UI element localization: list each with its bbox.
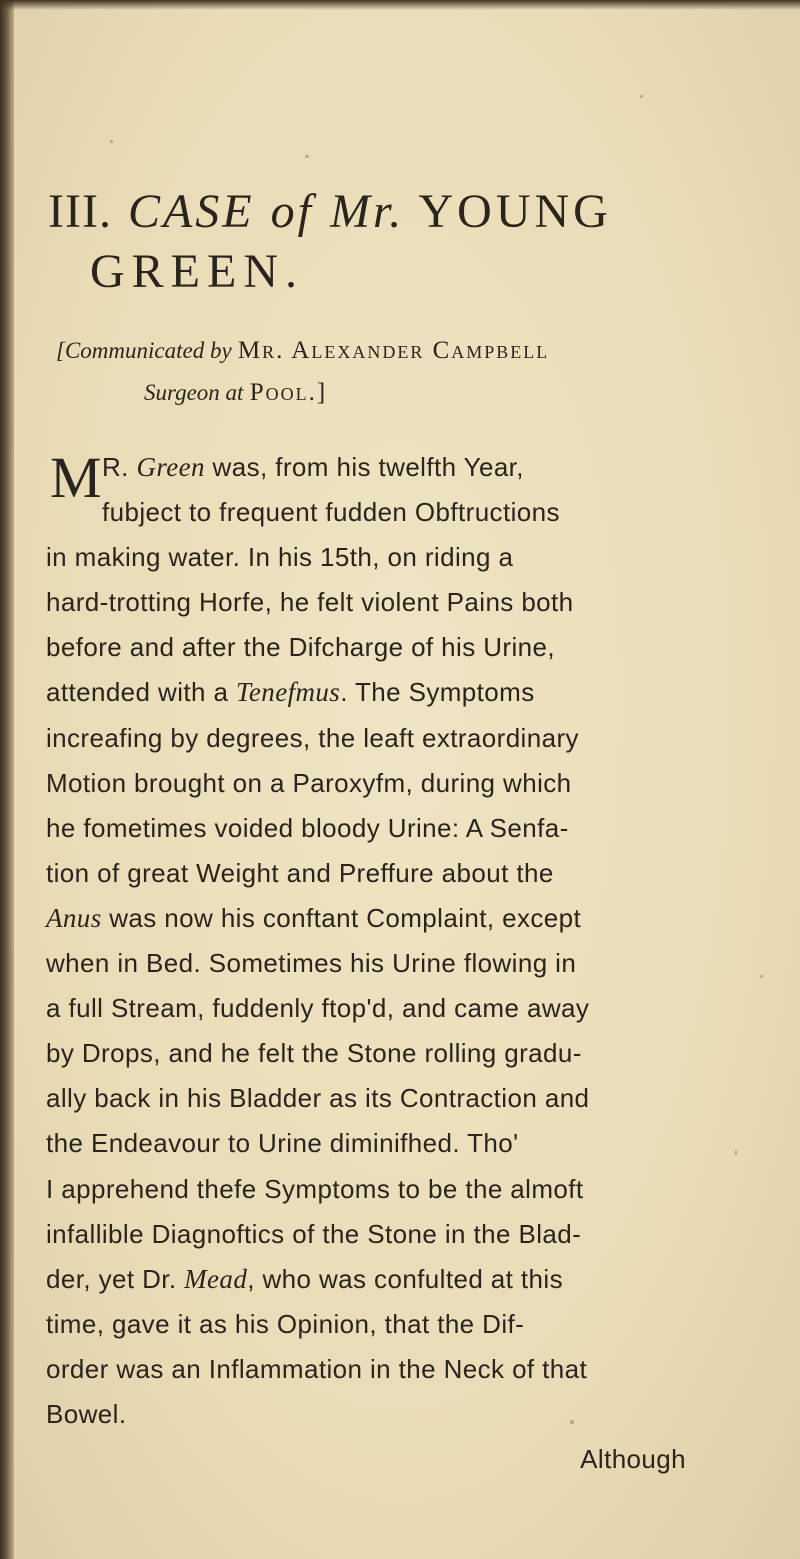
line-text: before and after the Difcharge of his Urine, [46, 632, 555, 663]
line-text: a full Stream, fuddenly ftop'd, and came away [46, 993, 590, 1024]
attribution-name: Mr. Alexander Campbell [237, 337, 550, 364]
body-text [46, 445, 696, 1482]
line-text: Bowel. [46, 1398, 127, 1429]
body-line [46, 941, 696, 986]
body-line [46, 716, 696, 761]
body-line [46, 1167, 696, 1212]
line-text: . The Symptoms [340, 677, 535, 708]
section-number: III. [48, 185, 112, 238]
line-text: time, gave it as his Opinion, that the Dif- [46, 1308, 525, 1339]
heading-name-second: GREEN. [90, 245, 304, 298]
line-text: der, yet Dr. [46, 1263, 185, 1294]
body-line [46, 1392, 696, 1437]
italic-term: Mead [184, 1263, 248, 1294]
body-line [46, 670, 696, 715]
heading-mr: Mr. [329, 185, 405, 238]
body-line [46, 896, 696, 941]
line-text: tion of great Weight and Preffure about the [46, 857, 554, 888]
book-spine-edge [0, 0, 14, 1559]
line-text: Motion brought on a Paroxyfm, during which [46, 767, 572, 798]
line-text: he fometimes voided bloody Urine: A Senfa- [46, 812, 569, 843]
line-text: the Endeavour to Urine diminifhed. Tho' [46, 1128, 519, 1159]
body-lines [46, 445, 696, 1437]
italic-term: Tenefmus [235, 677, 341, 708]
attribution-place: Pool.] [249, 379, 328, 406]
body-line [46, 1076, 696, 1121]
line-text: when in Bed. Sometimes his Urine flowing in [46, 948, 577, 979]
body-line [46, 806, 696, 851]
line-text: fubject to frequent fudden Obftructions [102, 497, 560, 528]
line-text: was, from his twelfth Year, [204, 452, 524, 482]
line-text: order was an Inflammation in the Neck of that [46, 1353, 588, 1384]
body-line [46, 851, 696, 896]
attribution-role: Surgeon at [144, 380, 244, 405]
heading-name-first: YOUNG [418, 185, 612, 238]
paper-speck [110, 140, 113, 143]
attribution-communicated-by: [Communicated by [56, 338, 232, 363]
line-text: attended with a [46, 677, 236, 708]
drop-cap: M [50, 445, 102, 510]
line-text: I apprehend thefe Symptoms to be the almoft [46, 1173, 584, 1204]
line-text: was now his conftant Complaint, except [101, 902, 582, 933]
line-text: hard-trotting Horfe, he felt violent Pains both [46, 587, 574, 618]
line-text: by Drops, and he felt the Stone rolling gradu- [46, 1038, 582, 1069]
line-text: , who was confulted at this [247, 1263, 563, 1294]
italic-term: Green [136, 452, 205, 482]
line-text: ally back in his Bladder as its Contraction and [46, 1083, 590, 1114]
page-top-shadow [0, 0, 800, 10]
body-line [46, 1212, 696, 1257]
body-line [46, 761, 696, 806]
heading-of: of [270, 185, 314, 238]
body-line [46, 1257, 696, 1302]
paper-speck [735, 1150, 737, 1155]
body-line [46, 580, 696, 625]
body-line [46, 625, 696, 670]
body-line [46, 490, 696, 535]
body-line [46, 535, 696, 580]
paper-speck [305, 155, 309, 158]
attribution [56, 330, 756, 414]
paper-speck [640, 95, 643, 98]
line-text: infallible Diagnoftics of the Stone in the Blad- [46, 1218, 582, 1249]
body-line [46, 1121, 696, 1166]
body-line [46, 445, 696, 490]
body-line [46, 986, 696, 1031]
line-text: R. [102, 452, 137, 482]
line-text: increafing by degrees, the leaft extraordinary [46, 722, 579, 753]
heading-case: CASE [127, 185, 255, 238]
catchword: Although [580, 1444, 686, 1475]
body-line [46, 1031, 696, 1076]
italic-term: Anus [46, 902, 102, 933]
body-line [46, 1347, 696, 1392]
line-text: in making water. In his 15th, on riding a [46, 542, 514, 573]
section-heading [48, 182, 748, 302]
paper-speck [760, 975, 763, 978]
body-line [46, 1302, 696, 1347]
